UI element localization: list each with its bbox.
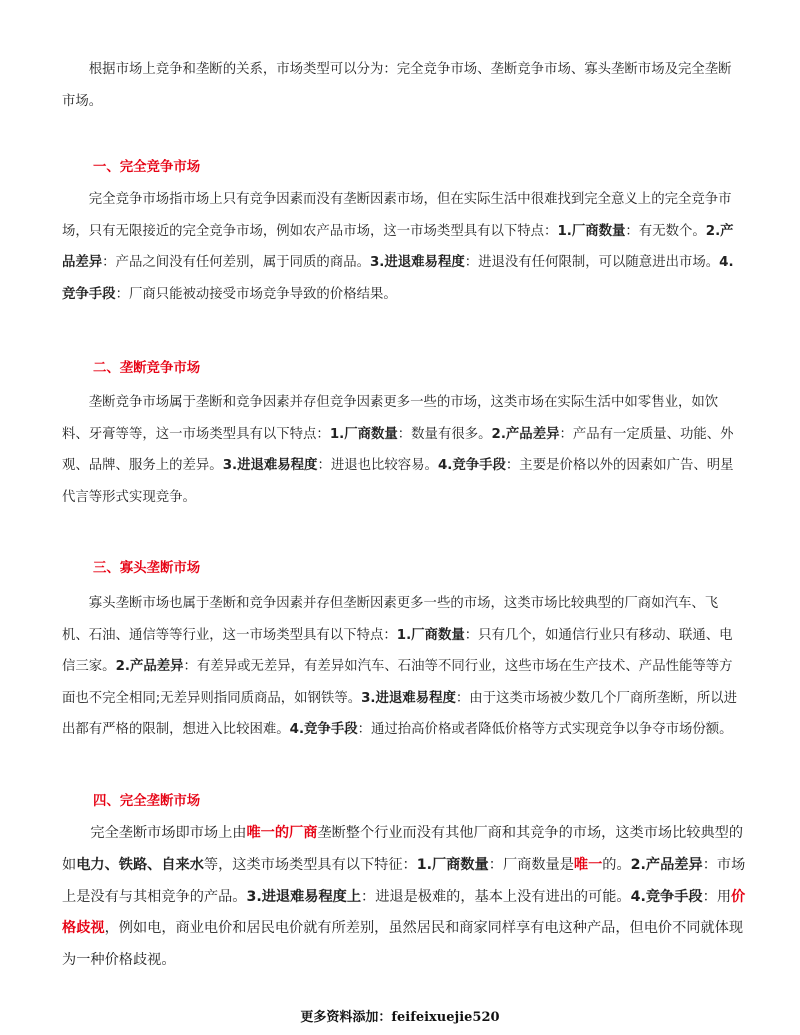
footer-note: 更多资料添加：feifeixuejie520 (300, 1010, 500, 1025)
section-3-paragraph: 寡头垄断市场也属于垄断和竞争因素并存但垄断因素更多一些的市场，这类市场比较典型的厂商如汽车、飞机、石油、通信等等行业，这一市场类型具有以下特点：1.厂商数量：只有几个，如通信行业只有移动、联通、电信三家。2.产品差异：有差异或无差异，有差异如汽车、石油等不同行业，这些市场在生产技术、产品性能等等方面也不完全相同;无差异则指同质商品，如钢铁等。3.进退难易程度：由于这类市场被少数几个厂商所垄断，所以进出都有严格的限制，想进入比较困难。4.竞争手段：通过抬高价格或者降低价格等方式实现竞争以争夺市场份额。 (62, 596, 738, 737)
section-1-paragraph: 完全竞争市场指市场上只有竞争因素而没有垄断因素市场，但在实际生活中很难找到完全意义上的完全竞争市场，只有无限接近的完全竞争市场，例如农产品市场，这一市场类型具有以下特点：1.厂商数量：有无数个。2.产品差异：产品之间没有任何差别，属于同质的商品。3.进退难易程度：进退没有任何限制，可以随意进出市场。4.竞争手段：厂商只能被动接受市场竞争导致的价格结果。 (62, 192, 734, 302)
section-heading-4: 四、完全垄断市场 (93, 794, 201, 809)
section-2-paragraph: 垄断竞争市场属于垄断和竞争因素并存但竞争因素更多一些的市场，这类市场在实际生活中如零售业，如饮料、牙膏等等，这一市场类型具有以下特点：1.厂商数量：数量有很多。2.产品差异：产品有一定质量、功能、外观、品牌、服务上的差异。3.进退难易程度：进退也比较容易。4.竞争手段：主要是价格以外的因素如广告、明星代言等形式实现竞争。 (62, 395, 734, 505)
intro-paragraph: 根据市场上竞争和垄断的关系，市场类型可以分为：完全竞争市场、垄断竞争市场、寡头垄断市场及完全垄断市场。 (62, 62, 732, 109)
section-heading-3: 三、寡头垄断市场 (93, 561, 201, 576)
section-heading-1: 一、完全竞争市场 (93, 160, 201, 175)
section-4-paragraph: 完全垄断市场即市场上由唯一的厂商垄断整个行业而没有其他厂商和其竞争的市场，这类市场比较典型的如电力、铁路、自来水等，这类市场类型具有以下特征：1.厂商数量：厂商数量是唯一的。2.产品差异：市场上是没有与其相竞争的产品。3.进退难易程度上：进退是极难的，基本上没有进出的可能。4.竞争手段：用价格歧视，例如电，商业电价和居民电价就有所差别，虽然居民和商家同样享有电这种产品，但电价不同就体现为一种价格歧视。 (62, 825, 746, 969)
section-heading-2: 二、垄断竞争市场 (93, 361, 201, 376)
